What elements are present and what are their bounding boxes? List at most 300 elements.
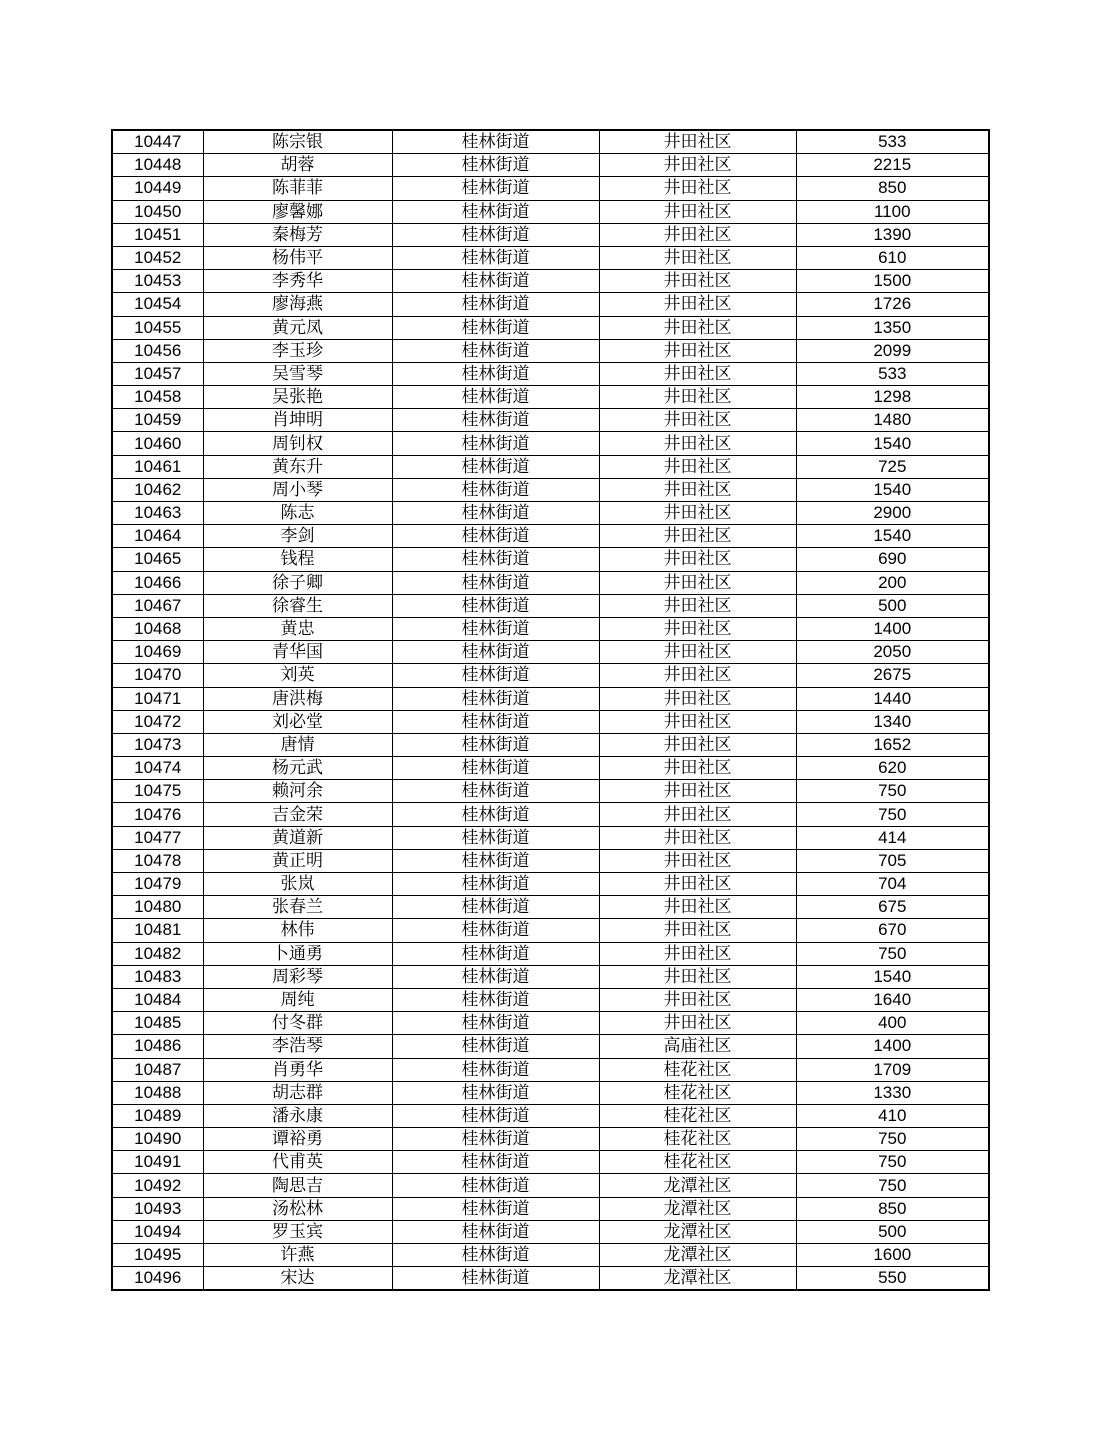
street-cell: 桂林街道 <box>392 177 599 200</box>
community-cell: 井田社区 <box>599 177 796 200</box>
street-cell: 桂林街道 <box>392 1244 599 1267</box>
name-cell: 吴雪琴 <box>203 362 392 385</box>
street-cell: 桂林街道 <box>392 919 599 942</box>
community-cell: 井田社区 <box>599 849 796 872</box>
table-row <box>112 362 989 385</box>
name-cell: 周钊权 <box>203 432 392 455</box>
amount-cell: 1600 <box>796 1244 989 1267</box>
name-cell: 刘必堂 <box>203 710 392 733</box>
community-cell: 井田社区 <box>599 270 796 293</box>
amount-cell: 1540 <box>796 965 989 988</box>
amount-cell: 2675 <box>796 664 989 687</box>
amount-cell: 675 <box>796 896 989 919</box>
street-cell: 桂林街道 <box>392 757 599 780</box>
name-cell: 陈宗银 <box>203 130 392 154</box>
name-cell: 张春兰 <box>203 896 392 919</box>
row-id-cell: 10465 <box>112 548 203 571</box>
community-cell: 井田社区 <box>599 432 796 455</box>
row-id-cell: 10492 <box>112 1174 203 1197</box>
table-row <box>112 1081 989 1104</box>
community-cell: 井田社区 <box>599 687 796 710</box>
street-cell: 桂林街道 <box>392 1128 599 1151</box>
street-cell: 桂林街道 <box>392 502 599 525</box>
table-row <box>112 154 989 177</box>
table-row <box>112 177 989 200</box>
table-row <box>112 270 989 293</box>
street-cell: 桂林街道 <box>392 316 599 339</box>
row-id-cell: 10474 <box>112 757 203 780</box>
table-row <box>112 246 989 269</box>
street-cell: 桂林街道 <box>392 733 599 756</box>
amount-cell: 750 <box>796 803 989 826</box>
table-row <box>112 594 989 617</box>
street-cell: 桂林街道 <box>392 432 599 455</box>
table-row <box>112 130 989 154</box>
row-id-cell: 10453 <box>112 270 203 293</box>
amount-cell: 400 <box>796 1012 989 1035</box>
community-cell: 井田社区 <box>599 1012 796 1035</box>
community-cell: 龙潭社区 <box>599 1220 796 1243</box>
community-cell: 井田社区 <box>599 664 796 687</box>
amount-cell: 410 <box>796 1104 989 1127</box>
community-cell: 井田社区 <box>599 386 796 409</box>
name-cell: 林伟 <box>203 919 392 942</box>
name-cell: 青华国 <box>203 641 392 664</box>
row-id-cell: 10452 <box>112 246 203 269</box>
name-cell: 唐情 <box>203 733 392 756</box>
name-cell: 唐洪梅 <box>203 687 392 710</box>
table-row <box>112 1151 989 1174</box>
street-cell: 桂林街道 <box>392 478 599 501</box>
table-row <box>112 1012 989 1035</box>
table-row <box>112 1128 989 1151</box>
community-cell: 井田社区 <box>599 594 796 617</box>
street-cell: 桂林街道 <box>392 780 599 803</box>
community-cell: 桂花社区 <box>599 1128 796 1151</box>
row-id-cell: 10482 <box>112 942 203 965</box>
row-id-cell: 10477 <box>112 826 203 849</box>
amount-cell: 1400 <box>796 617 989 640</box>
community-cell: 井田社区 <box>599 502 796 525</box>
name-cell: 廖海燕 <box>203 293 392 316</box>
name-cell: 肖坤明 <box>203 409 392 432</box>
name-cell: 黄忠 <box>203 617 392 640</box>
amount-cell: 533 <box>796 130 989 154</box>
table-row <box>112 432 989 455</box>
street-cell: 桂林街道 <box>392 339 599 362</box>
community-cell: 井田社区 <box>599 942 796 965</box>
community-cell: 龙潭社区 <box>599 1197 796 1220</box>
street-cell: 桂林街道 <box>392 942 599 965</box>
amount-cell: 1500 <box>796 270 989 293</box>
community-cell: 井田社区 <box>599 200 796 223</box>
name-cell: 肖勇华 <box>203 1058 392 1081</box>
community-cell: 井田社区 <box>599 571 796 594</box>
community-cell: 井田社区 <box>599 710 796 733</box>
name-cell: 徐睿生 <box>203 594 392 617</box>
street-cell: 桂林街道 <box>392 1220 599 1243</box>
row-id-cell: 10496 <box>112 1267 203 1291</box>
street-cell: 桂林街道 <box>392 270 599 293</box>
street-cell: 桂林街道 <box>392 988 599 1011</box>
row-id-cell: 10456 <box>112 339 203 362</box>
amount-cell: 1340 <box>796 710 989 733</box>
street-cell: 桂林街道 <box>392 617 599 640</box>
community-cell: 井田社区 <box>599 409 796 432</box>
row-id-cell: 10450 <box>112 200 203 223</box>
table-row <box>112 223 989 246</box>
amount-cell: 2900 <box>796 502 989 525</box>
name-cell: 谭裕勇 <box>203 1128 392 1151</box>
name-cell: 杨伟平 <box>203 246 392 269</box>
name-cell: 钱程 <box>203 548 392 571</box>
amount-cell: 750 <box>796 942 989 965</box>
table-row <box>112 1058 989 1081</box>
community-cell: 井田社区 <box>599 154 796 177</box>
table-row <box>112 826 989 849</box>
street-cell: 桂林街道 <box>392 362 599 385</box>
row-id-cell: 10491 <box>112 1151 203 1174</box>
table-row <box>112 664 989 687</box>
community-cell: 井田社区 <box>599 293 796 316</box>
community-cell: 井田社区 <box>599 757 796 780</box>
name-cell: 李浩琴 <box>203 1035 392 1058</box>
name-cell: 黄正明 <box>203 849 392 872</box>
name-cell: 黄东升 <box>203 455 392 478</box>
street-cell: 桂林街道 <box>392 548 599 571</box>
row-id-cell: 10483 <box>112 965 203 988</box>
row-id-cell: 10484 <box>112 988 203 1011</box>
amount-cell: 610 <box>796 246 989 269</box>
street-cell: 桂林街道 <box>392 664 599 687</box>
table-row <box>112 988 989 1011</box>
name-cell: 吴张艳 <box>203 386 392 409</box>
amount-cell: 550 <box>796 1267 989 1291</box>
community-cell: 井田社区 <box>599 362 796 385</box>
amount-cell: 2050 <box>796 641 989 664</box>
table-row <box>112 478 989 501</box>
row-id-cell: 10461 <box>112 455 203 478</box>
street-cell: 桂林街道 <box>392 687 599 710</box>
row-id-cell: 10475 <box>112 780 203 803</box>
street-cell: 桂林街道 <box>392 710 599 733</box>
amount-cell: 1390 <box>796 223 989 246</box>
amount-cell: 1400 <box>796 1035 989 1058</box>
street-cell: 桂林街道 <box>392 1151 599 1174</box>
table-row <box>112 455 989 478</box>
community-cell: 井田社区 <box>599 316 796 339</box>
community-cell: 桂花社区 <box>599 1104 796 1127</box>
row-id-cell: 10466 <box>112 571 203 594</box>
row-id-cell: 10485 <box>112 1012 203 1035</box>
amount-cell: 200 <box>796 571 989 594</box>
table-row <box>112 1104 989 1127</box>
amount-cell: 414 <box>796 826 989 849</box>
row-id-cell: 10464 <box>112 525 203 548</box>
community-cell: 井田社区 <box>599 455 796 478</box>
table-row <box>112 525 989 548</box>
name-cell: 胡蓉 <box>203 154 392 177</box>
row-id-cell: 10470 <box>112 664 203 687</box>
row-id-cell: 10469 <box>112 641 203 664</box>
data-table <box>111 129 990 1291</box>
data-table-body <box>112 130 989 1290</box>
table-row <box>112 849 989 872</box>
street-cell: 桂林街道 <box>392 571 599 594</box>
street-cell: 桂林街道 <box>392 1104 599 1127</box>
table-row <box>112 942 989 965</box>
street-cell: 桂林街道 <box>392 1081 599 1104</box>
row-id-cell: 10488 <box>112 1081 203 1104</box>
row-id-cell: 10454 <box>112 293 203 316</box>
community-cell: 龙潭社区 <box>599 1267 796 1291</box>
row-id-cell: 10451 <box>112 223 203 246</box>
table-row <box>112 1197 989 1220</box>
community-cell: 井田社区 <box>599 919 796 942</box>
amount-cell: 850 <box>796 177 989 200</box>
row-id-cell: 10459 <box>112 409 203 432</box>
street-cell: 桂林街道 <box>392 1174 599 1197</box>
name-cell: 秦梅芳 <box>203 223 392 246</box>
street-cell: 桂林街道 <box>392 525 599 548</box>
street-cell: 桂林街道 <box>392 896 599 919</box>
table-row <box>112 780 989 803</box>
name-cell: 陈菲菲 <box>203 177 392 200</box>
street-cell: 桂林街道 <box>392 1035 599 1058</box>
row-id-cell: 10479 <box>112 873 203 896</box>
community-cell: 井田社区 <box>599 826 796 849</box>
community-cell: 井田社区 <box>599 733 796 756</box>
row-id-cell: 10455 <box>112 316 203 339</box>
community-cell: 井田社区 <box>599 617 796 640</box>
row-id-cell: 10478 <box>112 849 203 872</box>
row-id-cell: 10447 <box>112 130 203 154</box>
name-cell: 李秀华 <box>203 270 392 293</box>
name-cell: 陶思吉 <box>203 1174 392 1197</box>
amount-cell: 750 <box>796 1128 989 1151</box>
row-id-cell: 10493 <box>112 1197 203 1220</box>
row-id-cell: 10457 <box>112 362 203 385</box>
amount-cell: 500 <box>796 594 989 617</box>
table-row <box>112 1267 989 1291</box>
name-cell: 黄元凤 <box>203 316 392 339</box>
amount-cell: 1640 <box>796 988 989 1011</box>
street-cell: 桂林街道 <box>392 803 599 826</box>
amount-cell: 750 <box>796 1174 989 1197</box>
community-cell: 井田社区 <box>599 965 796 988</box>
name-cell: 罗玉宾 <box>203 1220 392 1243</box>
amount-cell: 620 <box>796 757 989 780</box>
community-cell: 桂花社区 <box>599 1151 796 1174</box>
table-row <box>112 1035 989 1058</box>
community-cell: 桂花社区 <box>599 1081 796 1104</box>
row-id-cell: 10458 <box>112 386 203 409</box>
community-cell: 井田社区 <box>599 988 796 1011</box>
row-id-cell: 10486 <box>112 1035 203 1058</box>
community-cell: 井田社区 <box>599 339 796 362</box>
row-id-cell: 10471 <box>112 687 203 710</box>
amount-cell: 1540 <box>796 478 989 501</box>
street-cell: 桂林街道 <box>392 293 599 316</box>
row-id-cell: 10467 <box>112 594 203 617</box>
street-cell: 桂林街道 <box>392 154 599 177</box>
row-id-cell: 10460 <box>112 432 203 455</box>
row-id-cell: 10473 <box>112 733 203 756</box>
community-cell: 井田社区 <box>599 803 796 826</box>
street-cell: 桂林街道 <box>392 1012 599 1035</box>
table-row <box>112 200 989 223</box>
name-cell: 陈志 <box>203 502 392 525</box>
community-cell: 井田社区 <box>599 130 796 154</box>
community-cell: 井田社区 <box>599 525 796 548</box>
amount-cell: 750 <box>796 780 989 803</box>
table-row <box>112 733 989 756</box>
row-id-cell: 10463 <box>112 502 203 525</box>
community-cell: 井田社区 <box>599 548 796 571</box>
street-cell: 桂林街道 <box>392 130 599 154</box>
row-id-cell: 10472 <box>112 710 203 733</box>
community-cell: 高庙社区 <box>599 1035 796 1058</box>
table-row <box>112 757 989 780</box>
name-cell: 吉金荣 <box>203 803 392 826</box>
name-cell: 李剑 <box>203 525 392 548</box>
community-cell: 井田社区 <box>599 246 796 269</box>
amount-cell: 2215 <box>796 154 989 177</box>
street-cell: 桂林街道 <box>392 1197 599 1220</box>
street-cell: 桂林街道 <box>392 1267 599 1291</box>
name-cell: 许燕 <box>203 1244 392 1267</box>
amount-cell: 750 <box>796 1151 989 1174</box>
table-row <box>112 803 989 826</box>
amount-cell: 670 <box>796 919 989 942</box>
amount-cell: 500 <box>796 1220 989 1243</box>
community-cell: 龙潭社区 <box>599 1174 796 1197</box>
amount-cell: 704 <box>796 873 989 896</box>
amount-cell: 1100 <box>796 200 989 223</box>
name-cell: 汤松林 <box>203 1197 392 1220</box>
name-cell: 刘英 <box>203 664 392 687</box>
row-id-cell: 10494 <box>112 1220 203 1243</box>
name-cell: 廖馨娜 <box>203 200 392 223</box>
amount-cell: 1652 <box>796 733 989 756</box>
street-cell: 桂林街道 <box>392 965 599 988</box>
amount-cell: 1726 <box>796 293 989 316</box>
amount-cell: 1298 <box>796 386 989 409</box>
amount-cell: 1440 <box>796 687 989 710</box>
name-cell: 周彩琴 <box>203 965 392 988</box>
name-cell: 卜通勇 <box>203 942 392 965</box>
amount-cell: 2099 <box>796 339 989 362</box>
name-cell: 杨元武 <box>203 757 392 780</box>
amount-cell: 705 <box>796 849 989 872</box>
amount-cell: 1540 <box>796 525 989 548</box>
community-cell: 井田社区 <box>599 478 796 501</box>
table-row <box>112 502 989 525</box>
name-cell: 潘永康 <box>203 1104 392 1127</box>
table-row <box>112 617 989 640</box>
table-row <box>112 316 989 339</box>
community-cell: 井田社区 <box>599 873 796 896</box>
table-row <box>112 293 989 316</box>
amount-cell: 1350 <box>796 316 989 339</box>
street-cell: 桂林街道 <box>392 386 599 409</box>
amount-cell: 725 <box>796 455 989 478</box>
row-id-cell: 10495 <box>112 1244 203 1267</box>
row-id-cell: 10481 <box>112 919 203 942</box>
street-cell: 桂林街道 <box>392 409 599 432</box>
amount-cell: 1480 <box>796 409 989 432</box>
row-id-cell: 10489 <box>112 1104 203 1127</box>
table-row <box>112 339 989 362</box>
row-id-cell: 10449 <box>112 177 203 200</box>
row-id-cell: 10448 <box>112 154 203 177</box>
street-cell: 桂林街道 <box>392 246 599 269</box>
name-cell: 代甫英 <box>203 1151 392 1174</box>
table-row <box>112 571 989 594</box>
street-cell: 桂林街道 <box>392 873 599 896</box>
community-cell: 桂花社区 <box>599 1058 796 1081</box>
name-cell: 黄道新 <box>203 826 392 849</box>
table-row <box>112 965 989 988</box>
row-id-cell: 10490 <box>112 1128 203 1151</box>
community-cell: 井田社区 <box>599 641 796 664</box>
community-cell: 井田社区 <box>599 896 796 919</box>
table-row <box>112 409 989 432</box>
table-row <box>112 896 989 919</box>
table-row <box>112 919 989 942</box>
amount-cell: 1540 <box>796 432 989 455</box>
table-row <box>112 873 989 896</box>
community-cell: 井田社区 <box>599 223 796 246</box>
row-id-cell: 10480 <box>112 896 203 919</box>
row-id-cell: 10462 <box>112 478 203 501</box>
name-cell: 周纯 <box>203 988 392 1011</box>
table-row <box>112 1244 989 1267</box>
name-cell: 张岚 <box>203 873 392 896</box>
name-cell: 李玉珍 <box>203 339 392 362</box>
table-row <box>112 548 989 571</box>
name-cell: 赖河余 <box>203 780 392 803</box>
amount-cell: 1709 <box>796 1058 989 1081</box>
amount-cell: 533 <box>796 362 989 385</box>
name-cell: 徐子卿 <box>203 571 392 594</box>
table-row <box>112 710 989 733</box>
table-row <box>112 687 989 710</box>
street-cell: 桂林街道 <box>392 1058 599 1081</box>
table-row <box>112 1220 989 1243</box>
table-row <box>112 1174 989 1197</box>
name-cell: 付冬群 <box>203 1012 392 1035</box>
row-id-cell: 10487 <box>112 1058 203 1081</box>
amount-cell: 1330 <box>796 1081 989 1104</box>
amount-cell: 690 <box>796 548 989 571</box>
community-cell: 井田社区 <box>599 780 796 803</box>
community-cell: 龙潭社区 <box>599 1244 796 1267</box>
street-cell: 桂林街道 <box>392 594 599 617</box>
street-cell: 桂林街道 <box>392 826 599 849</box>
street-cell: 桂林街道 <box>392 455 599 478</box>
street-cell: 桂林街道 <box>392 641 599 664</box>
table-row <box>112 386 989 409</box>
name-cell: 胡志群 <box>203 1081 392 1104</box>
street-cell: 桂林街道 <box>392 223 599 246</box>
table-row <box>112 641 989 664</box>
amount-cell: 850 <box>796 1197 989 1220</box>
row-id-cell: 10468 <box>112 617 203 640</box>
street-cell: 桂林街道 <box>392 200 599 223</box>
row-id-cell: 10476 <box>112 803 203 826</box>
name-cell: 宋达 <box>203 1267 392 1291</box>
